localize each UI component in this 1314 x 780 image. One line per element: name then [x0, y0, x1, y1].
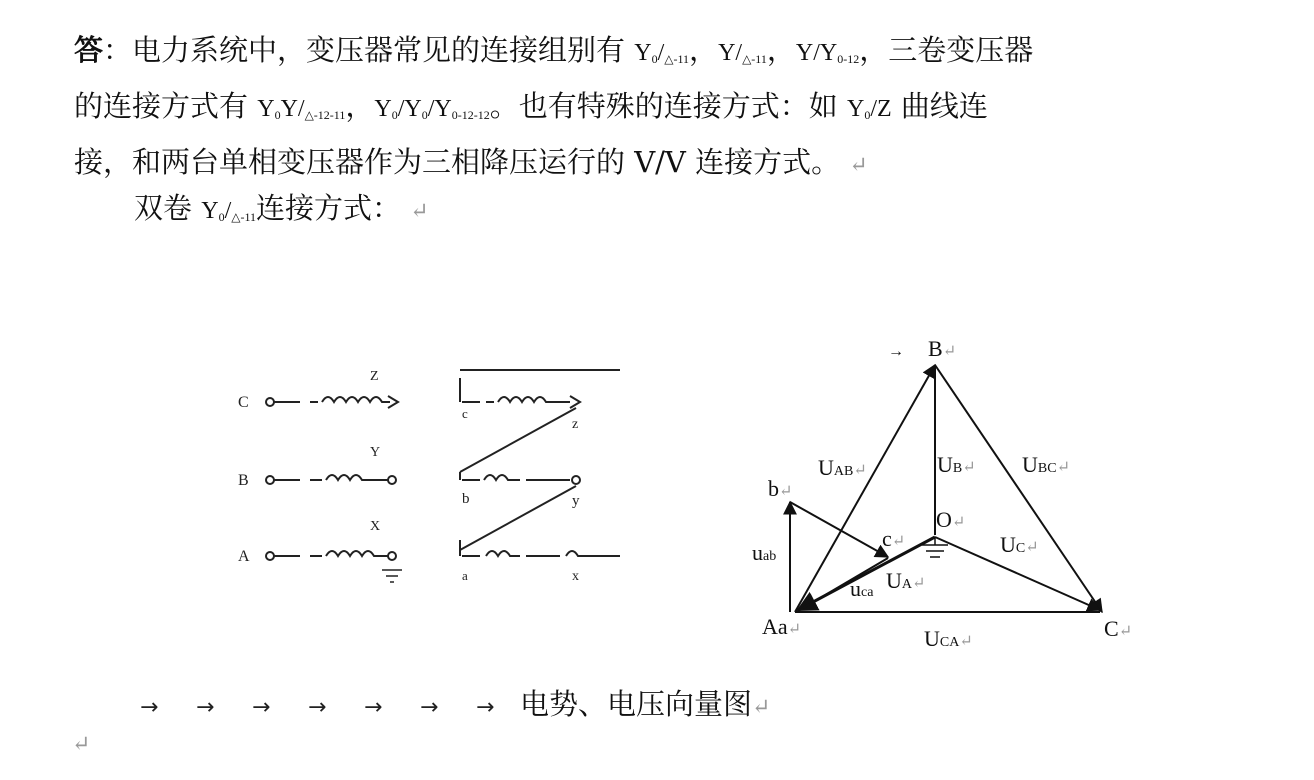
answer-text: 的连接方式有 [74, 89, 258, 123]
tab-arrow: → [140, 695, 159, 720]
primary-end-x [388, 552, 396, 560]
secondary-label-a: a [462, 568, 468, 583]
primary-label-b: B [238, 472, 249, 489]
answer-line-1 [74, 22, 1274, 78]
primary-label-a: A [238, 548, 250, 565]
terminal-a [266, 552, 274, 560]
terminal-b [266, 476, 274, 484]
answer-text: ，三卷变压器 [859, 33, 1034, 67]
secondary-windings [460, 370, 620, 584]
primary-end-y [388, 476, 396, 484]
secondary-label-c: c [462, 406, 468, 421]
label-uc: UC↵ [1000, 532, 1039, 557]
connection-subtitle: 双卷 Y0/△-11连接方式： ↵ [134, 191, 429, 225]
formula-y-d11: Y/△-11 [718, 40, 767, 66]
label-b-arrow: → [888, 343, 904, 360]
comma: ， [689, 33, 719, 67]
formula-y0-y0-y01212: Y0/Y0/Y0-12-12 [374, 96, 490, 122]
secondary-label-b: b [462, 491, 470, 507]
secondary-coil-b [460, 472, 570, 480]
label-uca-small: uca [850, 576, 874, 601]
caption-text: 电势、电压向量图 [520, 687, 753, 721]
secondary-coil-c [460, 378, 570, 402]
tab-arrow: → [476, 695, 495, 720]
figure-caption [140, 676, 770, 736]
zigzag-link-z-b [460, 408, 579, 472]
phasor-diagram [740, 330, 1180, 660]
primary-end-label-x: X [370, 519, 381, 534]
paragraph-mark: ↵ [752, 695, 771, 720]
primary-label-c: C [238, 394, 249, 411]
label-ubc: UBC↵ [1022, 452, 1070, 477]
label-uca: UCA↵ [924, 626, 973, 651]
paragraph-mark: ↵ [410, 199, 429, 224]
ground-symbol [382, 570, 402, 582]
comma: ， [345, 89, 375, 123]
paragraph-mark: ↵ [849, 153, 868, 178]
label-point-c-small: c↵ [882, 526, 906, 551]
label-uab: UAB↵ [818, 455, 867, 480]
primary-end-label-z: Z [370, 369, 379, 384]
tab-arrow: → [420, 695, 439, 720]
formula-y-y012: Y/Y0-12 [795, 40, 860, 66]
label-ua: UA↵ [886, 568, 926, 593]
answer-text: 接，和两台单相变压器作为三相降压运行的 V/V 连接方式。 [74, 145, 841, 179]
primary-windings [238, 369, 402, 582]
formula-y0-d11: Y0/△-11 [201, 198, 257, 224]
zigzag-link-y-a [460, 486, 576, 550]
answer-line-2 [74, 78, 1274, 134]
paragraph-mark: ↵ [72, 732, 91, 757]
tab-arrow: → [364, 695, 383, 720]
primary-end-label-y: Y [370, 445, 381, 460]
primary-coil-a [274, 551, 388, 556]
answer-text: 。也有特殊的连接方式：如 [489, 89, 847, 123]
terminal-c [266, 398, 274, 406]
label-uab-small: uab [752, 540, 777, 565]
secondary-end-y [572, 476, 580, 484]
formula-y0-y-d1211: Y0Y/△-12-11 [257, 96, 346, 122]
label-point-aa: Aa↵ [762, 614, 802, 639]
phasor-bc-line [790, 502, 888, 557]
answer-paragraph [74, 22, 1274, 190]
label-ub: UB↵ [937, 452, 976, 477]
secondary-end-label-x: x [572, 569, 579, 584]
winding-connection-diagram [230, 360, 650, 600]
answer-text: 曲线连 [891, 89, 988, 123]
formula-y0-d11: Y0/△-11 [634, 40, 690, 66]
formula-y0z: Y0/Z [846, 96, 892, 122]
secondary-coil-a [460, 540, 620, 556]
primary-coil-c [274, 397, 390, 402]
comma: ， [766, 33, 796, 67]
secondary-end-label-y: y [572, 493, 580, 509]
secondary-arrow-z [570, 396, 580, 408]
label-point-c: C↵ [1104, 616, 1133, 641]
label-point-b-small: b↵ [768, 476, 793, 501]
tab-arrow: → [308, 695, 327, 720]
label-point-o: O↵ [936, 507, 966, 532]
secondary-end-label-z: z [572, 417, 579, 432]
label-point-b: B↵ [928, 336, 957, 361]
answer-lead: 答 [74, 33, 104, 67]
primary-coil-b [274, 475, 388, 480]
tab-arrow: → [196, 695, 215, 720]
answer-text: ：电力系统中，变压器常见的连接组别有 [103, 33, 635, 67]
tab-arrow: → [252, 695, 271, 720]
